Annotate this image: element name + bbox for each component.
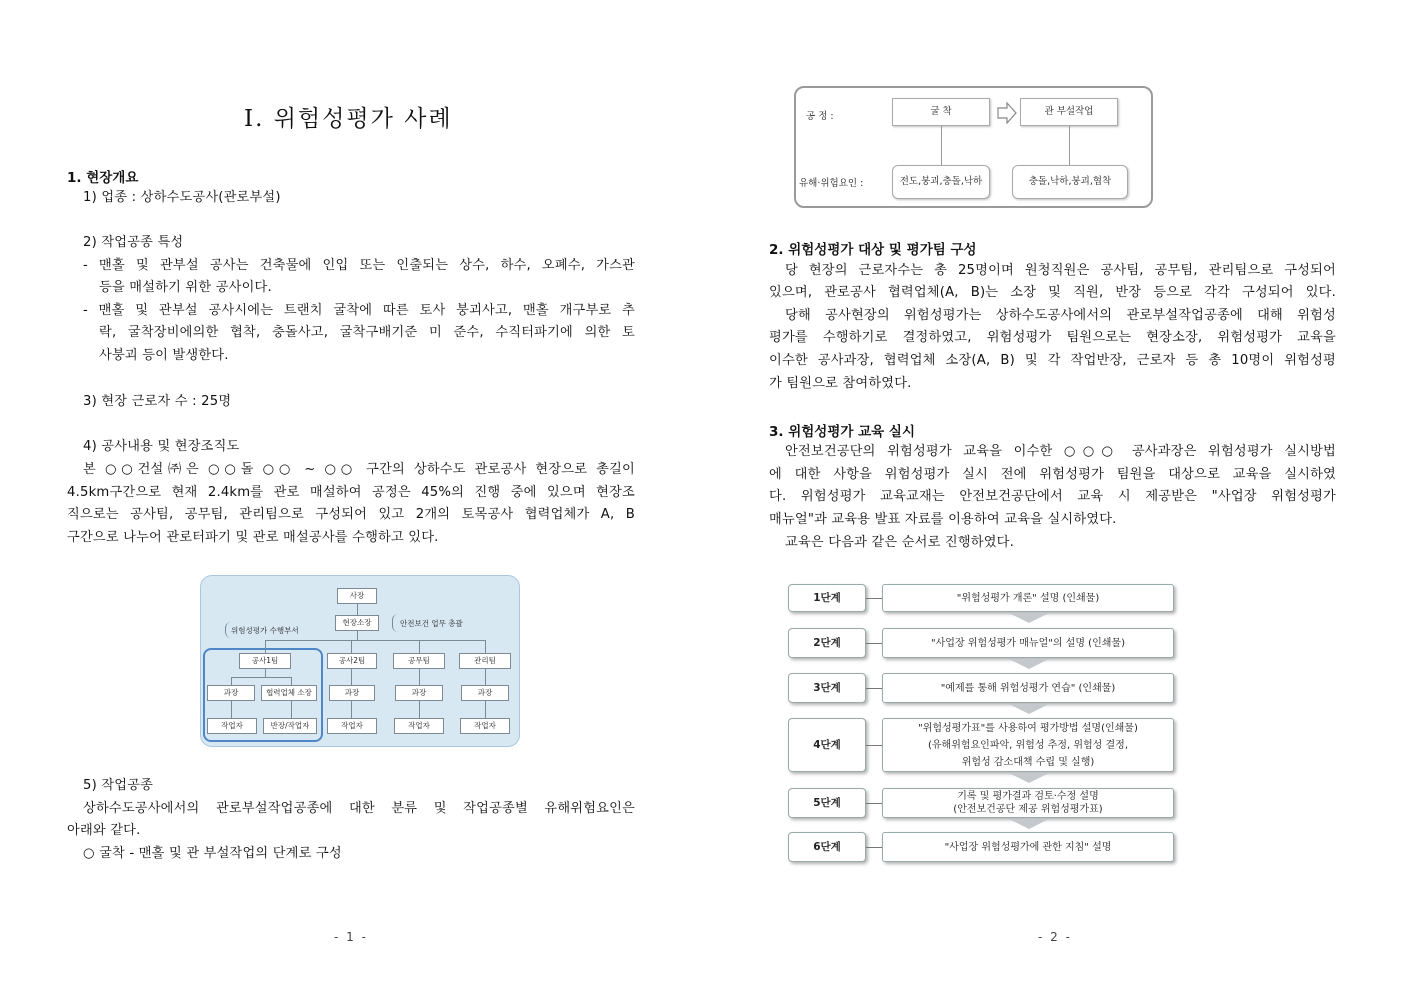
team-paragraph-1-line-2: 있으며, 관로공사 협력업체(A, B)는 소장 및 직원, 반장 등으로 각각 구성되어 있다.: [769, 285, 1336, 300]
work-process-paragraph-line-3: ○ 굴착 - 맨홀 및 관 부설작업의 단계로 구성: [83, 846, 342, 861]
org-foreman: 반장/작업자: [263, 718, 317, 734]
work-type-bullet-1-line-1: - 맨홀 및 관부설 공사는 건축물에 인입 또는 인출되는 상수, 하수, 오폐수, 가스관: [83, 258, 635, 273]
page-number: - 1 -: [334, 930, 368, 944]
education-paragraph-line-3: 다. 위험성평가 교육교재는 안전보건공단에서 교육 시 제공받은 "사업장 위험성평가: [769, 489, 1336, 504]
step-1-label: 1단계: [788, 584, 866, 612]
section-heading-3: 3. 위험성평가 교육 실시: [769, 424, 915, 440]
org-worker-1: 작업자: [207, 718, 257, 734]
arrow-right-icon: [997, 102, 1017, 124]
org-team2: 공사2팀: [327, 653, 377, 669]
section-heading-2: 2. 위험성평가 대상 및 평가팀 구성: [769, 242, 977, 258]
work-type-bullet-2-line-2: 락, 굴착장비에의한 협착, 충돌사고, 굴착구배기준 미 준수, 수직터파기에 의한 토: [99, 325, 635, 340]
org-safety-note: 안전보건 업무 총괄: [400, 619, 463, 628]
org-paragraph-line-3: 직으로는 공사팀, 공무팀, 관리팀으로 구성되어 있고 2개의 토목공사 협력업체가 A, B: [67, 507, 635, 522]
org-admin-team: 공무팀: [393, 653, 445, 669]
item-work-process-heading: 5) 작업공종: [83, 778, 154, 793]
org-site-manager: 현장소장: [335, 615, 379, 631]
team-paragraph-2-line-2: 평가를 수행하기로 결정하였고, 위험성평가 팀원으로는 현장소장, 위험성평가 교육을: [769, 330, 1336, 345]
education-paragraph-line-1: 안전보건공단의 위험성평가 교육을 이수한 ○○○ 공사과장은 위험성평가 실시방법: [785, 444, 1336, 459]
item-work-type-heading: 2) 작업공종 특성: [83, 235, 184, 250]
step-5-desc: 기록 및 평가결과 검토·수정 설명 (안전보건공단 제공 위험성평가표): [882, 788, 1174, 818]
work-type-bullet-2-line-3: 사붕괴 등이 발생한다.: [99, 348, 229, 363]
step-1-arrow: [1009, 613, 1049, 623]
step-1-desc: "위험성평가 개론" 설명 (인쇄물): [882, 584, 1174, 612]
step-3-desc: "예제를 통해 위험성평가 연습" (인쇄물): [882, 673, 1174, 703]
hazard-label: 유해·위험요인 :: [799, 178, 864, 189]
team-paragraph-1-line-1: 당 현장의 근로자수는 총 25명이며 원청직원은 공사팀, 공무팀, 관리팀으로 구성되어: [785, 263, 1336, 278]
item-org-heading: 4) 공사내용 및 현장조직도: [83, 439, 240, 454]
work-type-bullet-1-line-2: 등을 매설하기 위한 공사이다.: [99, 280, 272, 295]
org-paragraph-line-2: 4.5km구간으로 현재 2.4km를 관로 매설하여 공정은 45%의 진행 중에 있으며 현장조: [67, 485, 635, 500]
step-5-arrow: [1009, 819, 1049, 829]
org-paragraph-line-1: 본 ○○건설㈜은 ○○돌 ○○ ~ ○○ 구간의 상하수도 관로공사 현장으로 총길이: [83, 462, 635, 477]
org-chart: [200, 575, 520, 747]
page-number: - 2 -: [1038, 930, 1072, 944]
org-mgmt-manager: 과장: [461, 685, 509, 701]
process-diagram: [794, 86, 1153, 208]
org-team1-manager: 과장: [207, 685, 255, 701]
process-label: 공 정 :: [806, 111, 834, 122]
team-paragraph-2-line-4: 가 팀원으로 참여하였다.: [769, 376, 912, 391]
org-worker-3: 작업자: [394, 718, 444, 734]
step-3-arrow: [1009, 704, 1049, 714]
section-heading-1: 1. 현장개요: [67, 170, 139, 186]
work-process-paragraph-line-2: 아래와 같다.: [67, 823, 141, 838]
hazard-excavation: 전도,붕괴,충돌,낙하: [892, 165, 990, 199]
org-worker-2: 작업자: [327, 718, 377, 734]
org-ra-group: 위험성평가 수행부서: [231, 626, 299, 635]
step-4-desc: "위험성평가표"를 사용하여 평가방법 설명(인쇄물) (유해위험요인파악, 위험성 추정, 위험성 결정, 위험성 감소대책 수립 및 실행): [882, 718, 1174, 772]
org-team2-manager: 과장: [329, 685, 375, 701]
hazard-pipe-laying: 충돌,낙하,붕괴,협착: [1012, 165, 1128, 199]
org-team1: 공사1팀: [239, 653, 291, 669]
step-2-label: 2단계: [788, 628, 866, 658]
step-5-label: 5단계: [788, 788, 866, 818]
team-paragraph-2-line-1: 당해 공사현장의 위험성평가는 상하수도공사에서의 관로부설작업공종에 대해 위험성: [785, 308, 1336, 323]
work-process-paragraph-line-1: 상하수도공사에서의 관로부설작업공종에 대한 분류 및 작업공종별 유해위험요인은: [83, 801, 635, 816]
process-step-pipe-laying: 관 부설작업: [1020, 98, 1118, 126]
education-paragraph-line-4: 매뉴얼"과 교육용 발표 자료를 이용하여 교육을 실시하였다.: [769, 512, 1117, 527]
page-2: [702, 0, 1403, 992]
team-paragraph-2-line-3: 이수한 공사과장, 협력업체 소장(A, B) 및 각 작업반장, 근로자 등 총 10명이 위험성평: [769, 353, 1336, 368]
step-2-arrow: [1009, 659, 1049, 669]
process-step-excavation: 굴 착: [892, 98, 990, 126]
education-paragraph-2: 교육은 다음과 같은 순서로 진행하였다.: [785, 535, 1014, 550]
step-4-arrow: [1009, 773, 1049, 783]
page-title: Ⅰ. 위험성평가 사례: [244, 106, 453, 132]
org-paragraph-line-4: 구간으로 나누어 관로터파기 및 관로 매설공사를 수행하고 있다.: [67, 530, 439, 545]
step-2-desc: "사업장 위험성평가 매뉴얼"의 설명 (인쇄물): [882, 628, 1174, 658]
step-4-label: 4단계: [788, 718, 866, 772]
org-worker-4: 작업자: [460, 718, 510, 734]
step-6-desc: "사업장 위험성평가에 관한 지침" 설명: [882, 832, 1174, 862]
org-admin-manager: 과장: [395, 685, 443, 701]
item-industry: 1) 업종 : 상하수도공사(관로부설): [83, 190, 281, 205]
work-type-bullet-2-line-1: - 맨홀 및 관부설 공사시에는 트랜치 굴착에 따른 토사 붕괴사고, 맨홀 개구부로 추: [83, 303, 635, 318]
step-6-label: 6단계: [788, 832, 866, 862]
org-ceo: 사장: [337, 588, 377, 604]
org-partner-head: 협력업체 소장: [261, 685, 317, 701]
org-mgmt-team: 관리팀: [459, 653, 511, 669]
step-3-label: 3단계: [788, 673, 866, 703]
education-paragraph-line-2: 에 대한 사항을 위험성평가 실시 전에 위험성평가 팀원을 대상으로 교육을 실시하였: [769, 467, 1336, 482]
item-worker-count: 3) 현장 근로자 수 : 25명: [83, 394, 232, 409]
